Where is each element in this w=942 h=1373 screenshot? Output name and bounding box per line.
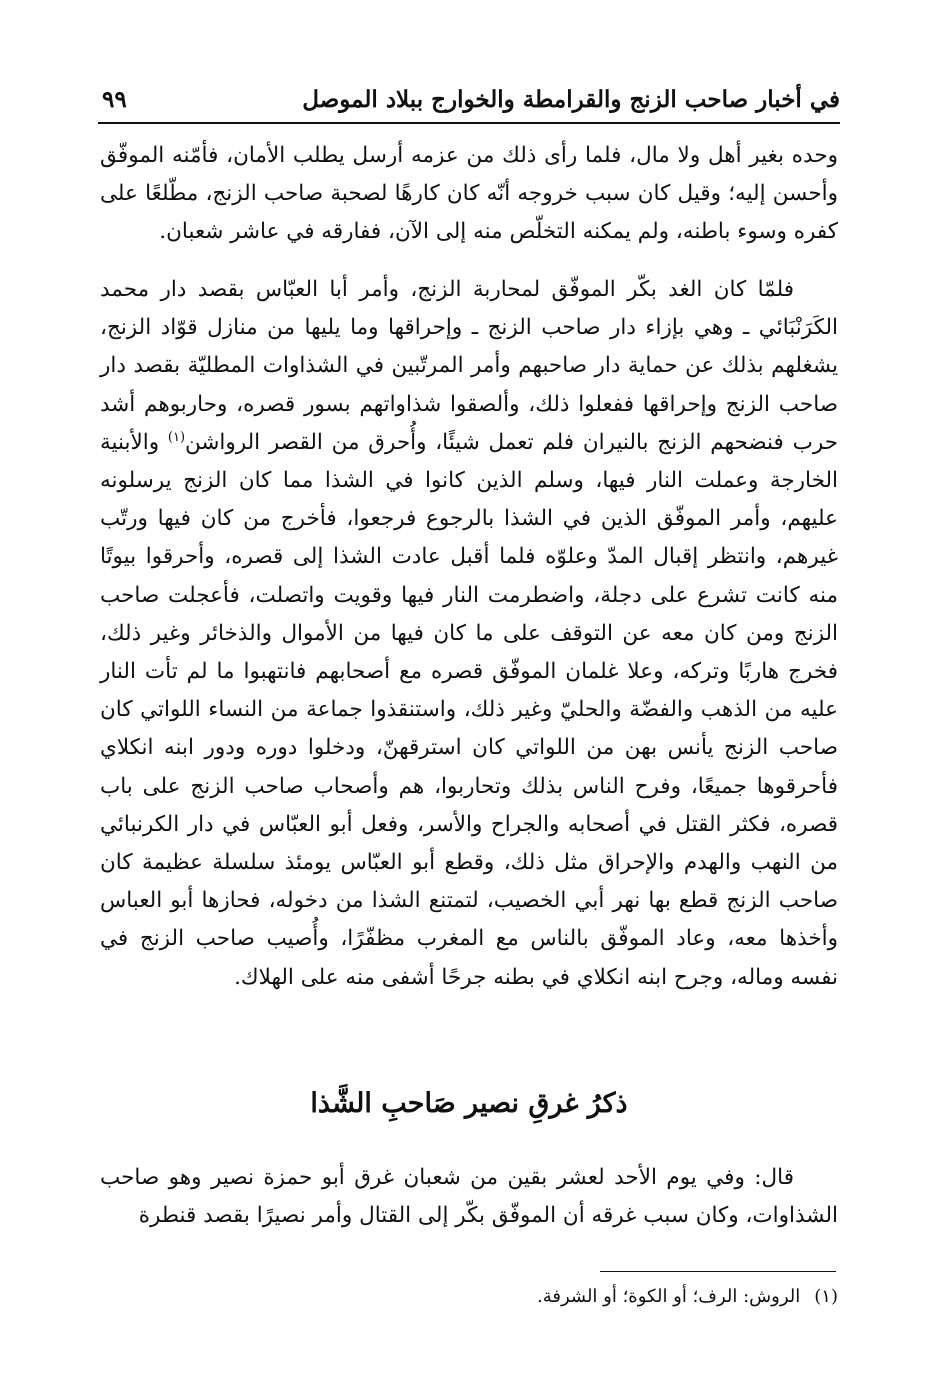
paragraph-2	[100, 271, 838, 997]
page-number: ٩٩	[102, 86, 127, 113]
section-title: ذكرُ غرقِ نصير صَاحبِ الشَّذا	[310, 1088, 628, 1119]
footnote-marker: (١)	[167, 429, 186, 445]
footnote	[537, 1286, 838, 1307]
running-title: في أخبار صاحب الزنج والقرامطة والخوارج ببلاد الموصل	[302, 86, 840, 113]
footnote-text: الروش: الرف؛ أو الكوة؛ أو الشرفة.	[536, 1286, 801, 1307]
paragraph-3-text: قال: وفي يوم الأحد لعشر بقين من شعبان غرق أبو حمزة نصير وهو صاحب الشذاوات، وكان سبب غرقه أن الموفّق بكّر إلى القتال وأمر نصيرًا بقصد قنطرة	[100, 1165, 838, 1229]
paragraph-2-part-2: والأبنية الخارجة وعملت النار فيها، وسلم الذين كانوا في الشذا مما كان الزنج يرسلونه عليهم، وأمر الموفّق الذين في الشذا بالرجوع فرجعوا، فأخرج من كان فيها ورتّب غيرهم، وانتظر إقبال المدّ وعلوّه فلما أقبل عادت الشذا إلى قصره، وأحرقوا بيوتًا منه كانت تشرع على دجلة، واضطرمت النار فيها وقويت واتصلت، فأعجلت صاحب الزنج ومن كان معه عن التوقف على ما كان فيها من الأموال والذخائر وغير ذلك، فخرج هاربًا وتركه، وعلا غلمان الموفّق قصره مع أصحابهم فانتهبوا ما لم تأت النار عليه من الذهب والفضّة والحليّ وغير ذلك، واستنقذوا جماعة من النساء اللواتي كان صاحب الزنج يأنس بهن من اللواتي كان استرقهنّ، ودخلوا دوره ودور ابنه انكلاي فأحرقوها جميعًا، وفرح الناس بذلك وتحاربوا، هم وأصحاب صاحب الزنج على باب قصره، فكثر القتل في أصحابه والجراح والأسر، وفعل أبو العبّاس في دار الكرنبائي من النهب والهدم والإحراق مثل ذلك، وقطع أبو العبّاس يومئذ سلسلة عظيمة كان صاحب الزنج قطع بها نهر أبي الخصيب، لتمتنع الشذا من دخوله، فحازها أبو العباس وأخذها معه، وعاد الموفّق بالناس مع المغرب مظفّرًا، وأُصيب صاحب الزنج في نفسه وماله، وجرح ابنه انكلاي في بطنه جرحًا أشفى منه على الهلاك.	[100, 429, 838, 990]
footnote-divider	[600, 1271, 836, 1272]
running-header	[98, 82, 840, 124]
footnote-number: (١)	[814, 1286, 838, 1307]
paragraph-2-text	[100, 271, 838, 997]
paragraph-3	[100, 1159, 838, 1235]
paragraph-1	[100, 137, 838, 252]
paragraph-1-text: وحده بغير أهل ولا مال، فلما رأى ذلك من عزمه أرسل يطلب الأمان، فأمّنه الموفّق وأحسن إليه؛ وقيل كان سبب خروجه أنّه كان كارهًا لصحبة صاحب الزنج، مطّلعًا على كفره وسوء باطنه، ولم يمكنه التخلّص منه إلى الآن، ففارقه في عاشر شعبان.	[100, 143, 838, 245]
paragraph-2-part-1: فلمّا كان الغد بكّر الموفّق لمحاربة الزنج، وأمر أبا العبّاس بقصد دار محمد الكَرَنْبَائي ـ وهي بإزاء دار صاحب الزنج ـ وإحراقها وما يليها من منازل قوّاد الزنج، يشغلهم بذلك عن حماية دار صاحبهم وأمر المرتّبين في الشذاوات المطليّة بقصد دار صاحب الزنج وإحراقها ففعلوا ذلك، وألصقوا شذاواتهم بسور قصره، وحاربوهم أشد حرب فنضحهم الزنج بالنيران فلم تعمل شيئًا، وأُحرق من القصر الرواشن	[100, 277, 838, 455]
